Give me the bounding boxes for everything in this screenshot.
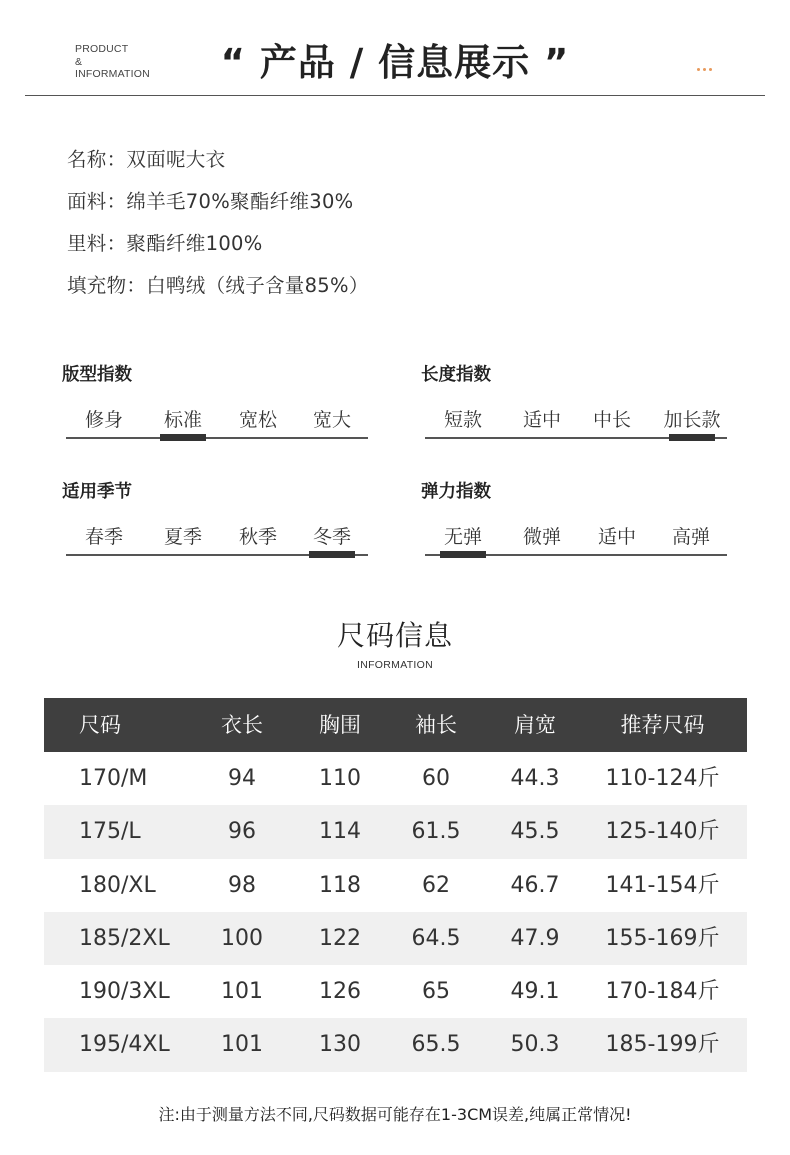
info-row-name (67, 144, 369, 186)
table-cell: 185-199斤 (605, 1032, 720, 1058)
info-row-filling (67, 270, 369, 312)
index-option: 微弹 (522, 526, 561, 548)
table-cell: 118 (319, 872, 361, 898)
info-label: 填充物： (67, 274, 147, 297)
table-cell: 122 (319, 925, 361, 951)
index-marker (669, 434, 715, 441)
table-cell: 94 (228, 766, 256, 791)
product-info (67, 144, 369, 312)
index-option: 冬季 (312, 526, 351, 548)
table-cell: 130 (319, 1032, 361, 1058)
info-row-fabric (67, 186, 369, 228)
table-cell: 45.5 (510, 819, 560, 845)
table-cell: 46.7 (510, 872, 560, 898)
header-subtitle-line: INFORMATION (75, 68, 150, 80)
info-value: 白鸭绒（绒子含量85%） (146, 274, 369, 297)
table-cell: 126 (319, 979, 361, 1005)
index-option: 标准 (163, 409, 202, 431)
index-option: 宽大 (312, 409, 351, 431)
table-cell: 114 (319, 819, 361, 845)
table-cell: 170/M (79, 766, 148, 791)
table-cell: 100 (221, 925, 263, 951)
index-title: 长度指数 (421, 365, 491, 385)
measurement-note: 注:由于测量方法不同,尺码数据可能存在1-3CM误差,纯属正常情况! (158, 1105, 632, 1124)
index-option: 秋季 (238, 526, 277, 548)
table-row (44, 805, 747, 858)
index-option: 中长 (592, 409, 631, 431)
index-option: 无弹 (443, 526, 482, 548)
info-value: 双面呢大衣 (126, 148, 226, 171)
table-cell: 195/4XL (79, 1032, 170, 1058)
index-option: 短款 (443, 409, 482, 431)
index-option: 夏季 (163, 526, 202, 548)
info-label: 名称： (67, 148, 127, 171)
table-cell: 60 (422, 766, 450, 791)
index-track (66, 437, 368, 439)
table-cell: 110-124斤 (605, 766, 720, 791)
table-cell: 50.3 (510, 1032, 560, 1058)
table-cell: 64.5 (411, 925, 461, 951)
table-cell: 110 (319, 766, 361, 791)
table-row (44, 859, 747, 912)
table-cell: 62 (422, 872, 450, 898)
table-cell: 155-169斤 (605, 925, 720, 951)
table-cell: 49.1 (510, 979, 560, 1005)
table-cell: 190/3XL (79, 979, 170, 1005)
index-title: 适用季节 (62, 482, 132, 502)
column-header: 尺码 (79, 713, 121, 737)
size-section-subtitle: INFORMATION (356, 659, 433, 671)
table-cell: 65 (422, 979, 450, 1005)
size-table (44, 698, 747, 1072)
index-option: 适中 (597, 526, 636, 548)
info-row-lining (67, 228, 369, 270)
index-option: 加长款 (663, 409, 721, 431)
table-cell: 65.5 (411, 1032, 461, 1058)
index-title: 弹力指数 (421, 482, 491, 502)
table-cell: 98 (228, 872, 256, 898)
index-marker (309, 551, 355, 558)
table-cell: 185/2XL (79, 925, 170, 951)
column-header: 推荐尺码 (620, 713, 705, 737)
size-section-title: 尺码信息 (336, 619, 453, 652)
column-header: 肩宽 (514, 713, 556, 737)
index-marker (160, 434, 206, 441)
table-cell: 47.9 (510, 925, 560, 951)
table-row (44, 912, 747, 965)
index-option: 春季 (84, 526, 123, 548)
table-header (44, 698, 747, 752)
column-header: 胸围 (319, 713, 361, 737)
table-cell: 96 (228, 819, 256, 845)
table-cell: 141-154斤 (605, 872, 720, 898)
table-cell: 101 (221, 1032, 263, 1058)
index-option: 宽松 (238, 409, 277, 431)
header-subtitle-line: PRODUCT (75, 43, 129, 55)
table-cell: 44.3 (510, 766, 560, 791)
info-label: 里料： (67, 232, 127, 255)
table-row (44, 1018, 747, 1071)
header-subtitle-line: & (75, 55, 83, 68)
table-cell: 170-184斤 (605, 979, 720, 1005)
header-divider (25, 95, 765, 96)
table-cell: 125-140斤 (605, 819, 720, 845)
index-option: 高弹 (671, 526, 710, 548)
info-label: 面料： (67, 190, 127, 213)
table-cell: 175/L (79, 819, 141, 845)
column-header: 袖长 (415, 713, 457, 737)
index-option: 适中 (522, 409, 561, 431)
table-cell: 101 (221, 979, 263, 1005)
page-title: “ 产品 / 信息展示 ” (220, 41, 570, 84)
info-value: 聚酯纤维100% (126, 232, 263, 255)
more-dots-icon (697, 68, 717, 74)
column-header: 衣长 (221, 713, 263, 737)
info-value: 绵羊毛70%聚酯纤维30% (126, 190, 354, 213)
table-cell: 180/XL (79, 872, 156, 898)
index-title: 版型指数 (62, 365, 132, 385)
table-row (44, 752, 747, 805)
index-marker (440, 551, 486, 558)
index-option: 修身 (84, 409, 123, 431)
table-cell: 61.5 (411, 819, 461, 845)
table-row (44, 965, 747, 1018)
